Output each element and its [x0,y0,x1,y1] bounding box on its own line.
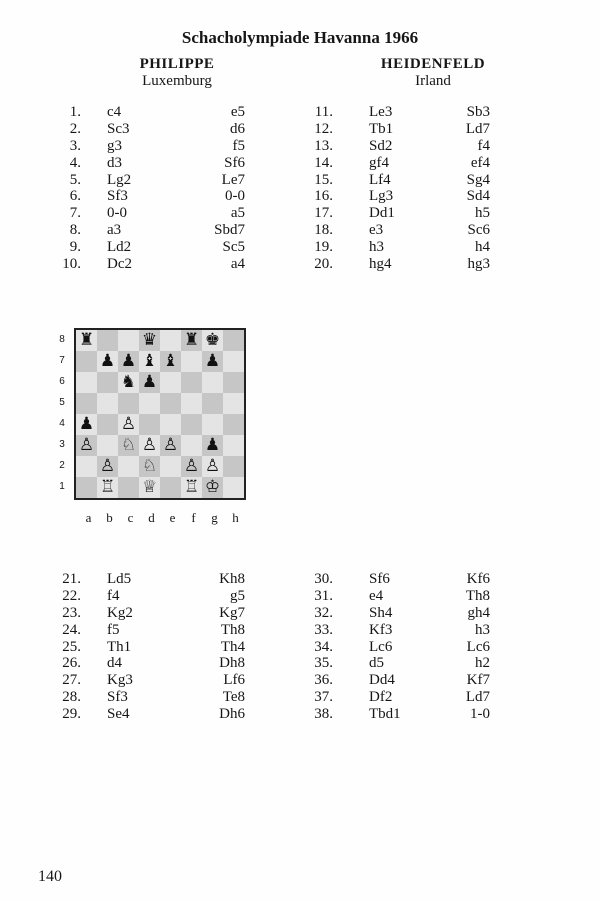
white-move: e3 [369,222,384,239]
black-move: Sbd7 [214,222,245,239]
move-number: 16. [314,188,333,205]
square-d1: ♕ [139,477,160,498]
black-move: h3 [475,621,490,638]
square-a3: ♙ [76,435,97,456]
black-move: 0-0 [225,188,245,205]
square-f8: ♜ [181,330,202,351]
black-move: a4 [230,256,245,273]
square-d7: ♝ [139,351,160,372]
white-move: Sh4 [369,604,393,621]
white-move: Tb1 [369,120,394,137]
move-number: 15. [314,171,333,188]
white-move: c4 [107,104,122,120]
square-a4: ♟ [76,414,97,435]
black-move: Sf6 [224,154,245,171]
black-move: h2 [475,655,490,672]
move-number: 31. [314,587,333,604]
rank-label: 4 [59,418,65,429]
move-number: 9. [69,239,81,256]
black-move: Te8 [222,689,245,706]
black-move: Dh6 [219,706,245,723]
square-f5 [181,393,202,414]
white-move: Le3 [369,104,393,120]
white-move: gf4 [369,154,389,171]
black-move: Kg7 [219,604,245,621]
white-move: d5 [369,655,384,672]
square-f1: ♖ [181,477,202,498]
square-d8: ♛ [139,330,160,351]
rank-label: 8 [59,334,65,345]
move-number: 25. [62,638,81,655]
rank-label: 6 [59,376,65,387]
square-c8 [118,330,139,351]
file-label: d [148,510,155,525]
white-move: Sf6 [369,571,390,587]
square-a1 [76,477,97,498]
white-move: Sc3 [107,120,130,137]
black-move: d6 [230,120,245,137]
square-e6 [160,372,181,393]
move-number: 18. [314,222,333,239]
square-c5 [118,393,139,414]
black-move: Lf6 [223,672,245,689]
black-move: a5 [230,205,245,222]
white-move: g3 [107,137,122,154]
white-move: Sd2 [369,137,393,154]
square-c4: ♙ [118,414,139,435]
white-move: Dd4 [369,672,395,689]
file-label: h [232,510,239,525]
square-d5 [139,393,160,414]
white-move: Dd1 [369,205,395,222]
move-number: 24. [62,621,81,638]
black-move: f5 [232,137,245,154]
white-move: Kg2 [107,604,133,621]
square-h6 [223,372,244,393]
white-move: Lf4 [369,171,391,188]
black-move: hg3 [467,256,490,273]
file-label: e [169,510,176,525]
black-move: Kf7 [466,672,490,689]
square-e5 [160,393,181,414]
black-move: Lc6 [466,638,490,655]
move-number: 33. [314,621,333,638]
white-move: f4 [107,587,120,604]
square-a6 [76,372,97,393]
move-number: 21. [62,571,81,587]
black-move: Kf6 [466,571,490,587]
move-number: 37. [314,689,333,706]
move-number: 32. [314,604,333,621]
white-move: Lc6 [369,638,393,655]
black-move: Kh8 [219,571,245,587]
square-g3: ♟ [202,435,223,456]
black-move: h5 [475,205,490,222]
rank-label: 1 [59,481,65,492]
move-number: 17. [314,205,333,222]
white-move: e4 [369,587,384,604]
move-number: 8. [69,222,81,239]
square-e8 [160,330,181,351]
square-d6: ♟ [139,372,160,393]
square-e7: ♝ [160,351,181,372]
square-b8 [97,330,118,351]
move-number: 38. [314,706,333,723]
square-e2 [160,456,181,477]
file-label: b [106,510,113,525]
file-label: g [211,510,218,525]
move-number: 12. [314,120,333,137]
rank-label: 2 [59,460,65,471]
square-d3: ♙ [139,435,160,456]
square-a5 [76,393,97,414]
square-g7: ♟ [202,351,223,372]
move-number: 19. [314,239,333,256]
black-move: Ld7 [465,689,490,706]
move-number: 36. [314,672,333,689]
white-player [77,56,277,90]
square-e4 [160,414,181,435]
square-h5 [223,393,244,414]
square-f7 [181,351,202,372]
move-number: 6. [69,188,81,205]
move-number: 13. [314,137,333,154]
square-a7 [76,351,97,372]
white-move: Sf3 [107,188,128,205]
black-move: f4 [477,137,490,154]
black-move: gh4 [467,604,490,621]
square-d4 [139,414,160,435]
square-b3 [97,435,118,456]
move-number: 28. [62,689,81,706]
page-title: Schacholympiade Havanna 1966 [181,28,419,47]
square-h3 [223,435,244,456]
move-number: 3. [69,137,81,154]
square-h2 [223,456,244,477]
rank-label: 7 [59,355,65,366]
square-h7 [223,351,244,372]
square-a2 [76,456,97,477]
black-player-name: HEIDENFELD [380,56,486,72]
black-move: e5 [230,104,245,120]
white-player-country: Luxemburg [142,73,212,89]
white-move: Kg3 [107,672,133,689]
move-number: 5. [69,171,81,188]
square-g5 [202,393,223,414]
rank-label: 3 [59,439,65,450]
white-move: d3 [107,154,122,171]
black-move: 1-0 [470,706,490,723]
white-move: f5 [107,621,120,638]
move-number: 34. [314,638,333,655]
black-move: Sd4 [466,188,490,205]
move-number: 14. [314,154,333,171]
square-h8 [223,330,244,351]
square-g2: ♙ [202,456,223,477]
square-g1: ♔ [202,477,223,498]
file-label: f [191,510,196,525]
move-number: 20. [314,256,333,273]
white-player-name: PHILIPPE [139,56,215,72]
square-c2 [118,456,139,477]
black-move: Sc5 [222,239,245,256]
black-move: Th8 [465,587,490,604]
move-number: 7. [69,205,81,222]
move-number: 11. [314,104,333,120]
white-move: Dc2 [107,256,132,273]
square-c6: ♞ [118,372,139,393]
white-move: Sf3 [107,689,128,706]
move-number: 29. [62,706,81,723]
square-f3 [181,435,202,456]
white-move: Kf3 [369,621,393,638]
white-move: Tbd1 [369,706,401,723]
white-move: Se4 [107,706,130,723]
black-move: Sg4 [466,171,490,188]
square-c1 [118,477,139,498]
square-b5 [97,393,118,414]
black-player [333,56,533,90]
black-move: Th4 [220,638,245,655]
page-number: 140 [38,868,62,885]
white-move: Ld5 [107,571,132,587]
black-move: Ld7 [465,120,490,137]
black-move: g5 [230,587,245,604]
move-number: 1. [69,104,81,120]
square-c3: ♘ [118,435,139,456]
file-label: a [85,510,92,525]
black-move: Th8 [220,621,245,638]
square-h4 [223,414,244,435]
square-f4 [181,414,202,435]
move-number: 23. [62,604,81,621]
move-number: 27. [62,672,81,689]
square-b4 [97,414,118,435]
white-move: hg4 [369,256,392,273]
move-number: 30. [314,571,333,587]
square-e3: ♙ [160,435,181,456]
white-move: d4 [107,655,122,672]
square-d2: ♘ [139,456,160,477]
square-g8: ♚ [202,330,223,351]
square-e1 [160,477,181,498]
black-move: Sc6 [467,222,490,239]
rank-label: 5 [59,397,65,408]
move-number: 2. [69,120,81,137]
square-b7: ♟ [97,351,118,372]
square-f6 [181,372,202,393]
square-g6 [202,372,223,393]
white-move: h3 [369,239,384,256]
square-f2: ♙ [181,456,202,477]
black-player-country: Irland [415,73,451,89]
square-b6 [97,372,118,393]
white-move: Lg3 [369,188,394,205]
black-move: ef4 [470,154,490,171]
white-move: Th1 [107,638,132,655]
white-move: a3 [107,222,122,239]
square-a8: ♜ [76,330,97,351]
file-label: c [127,510,134,525]
move-number: 22. [62,587,81,604]
black-move: h4 [475,239,490,256]
square-c7: ♟ [118,351,139,372]
black-move: Dh8 [219,655,245,672]
square-b1: ♖ [97,477,118,498]
move-number: 35. [314,655,333,672]
white-move: Df2 [369,689,393,706]
black-move: Sb3 [466,104,490,120]
white-move: 0-0 [107,205,127,222]
square-b2: ♙ [97,456,118,477]
move-number: 10. [62,256,81,273]
move-number: 26. [62,655,81,672]
file-labels [78,510,246,526]
white-move: Lg2 [107,171,132,188]
chess-board [74,328,246,500]
move-number: 4. [69,154,81,171]
square-h1 [223,477,244,498]
white-move: Ld2 [107,239,132,256]
black-move: Le7 [221,171,245,188]
square-g4 [202,414,223,435]
